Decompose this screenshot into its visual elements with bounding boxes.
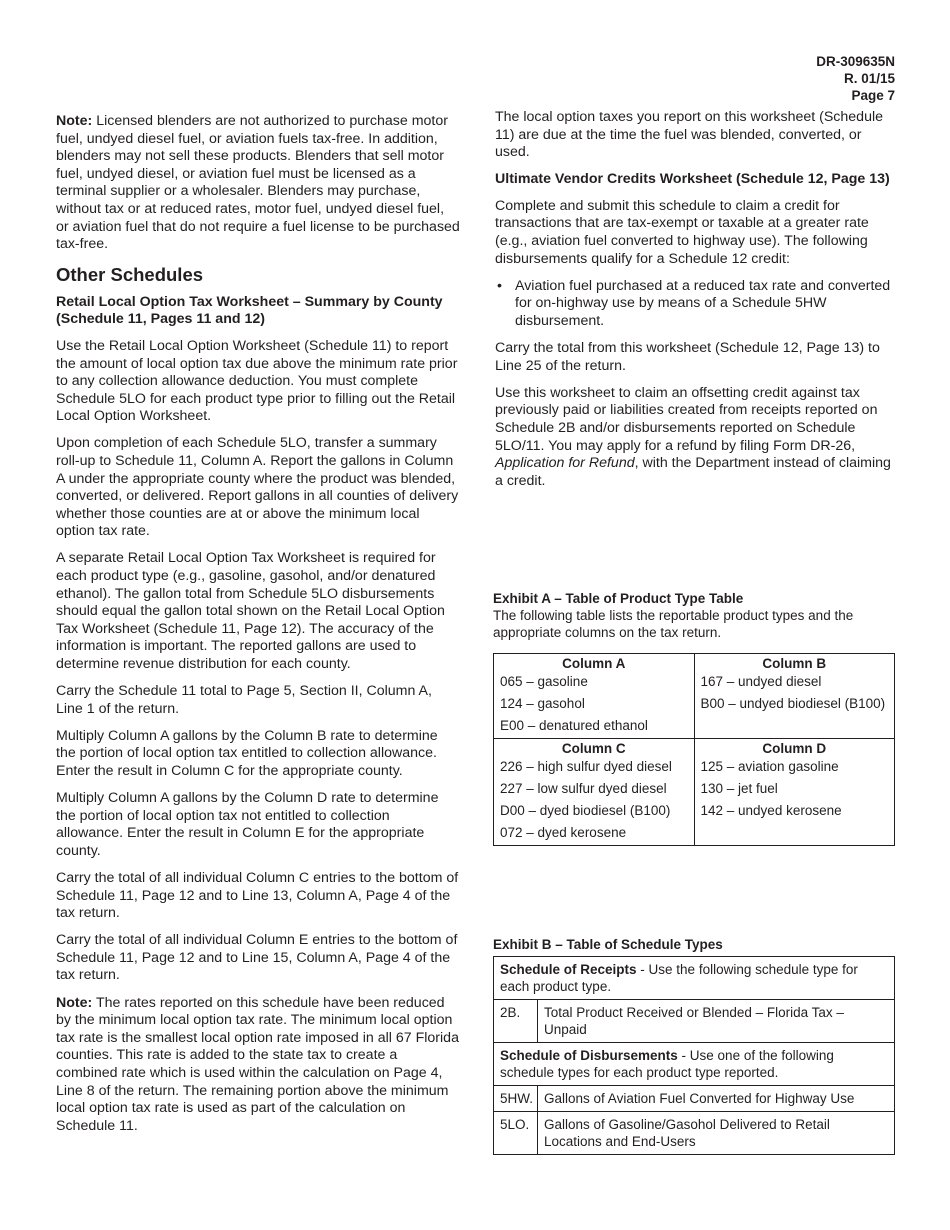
schedule-code: 5LO. bbox=[494, 1112, 538, 1155]
table-row bbox=[494, 694, 895, 716]
bullet-list bbox=[495, 278, 897, 331]
paragraph: Carry the total of all individual Column C entries to the bottom of Schedule 11, Page 12 and to Line 13, Column A, Page 4 of the tax return. bbox=[56, 869, 459, 922]
table-row bbox=[494, 757, 895, 779]
note-blenders: Note: Licensed blenders are not authorized to purchase motor fuel, undyed diesel fuel, or aviation fuels tax-free. In addition, blenders may not sell these products. Blenders that sell motor fuel, undyed diesel, or aviation fuel must be licensed as a terminal supplier or a wholesaler. Blenders may purchase, without tax or at reduced rates, motor fuel, undyed diesel fuel, or aviation fuel that do not require a fuel license to be purchased tax-free. bbox=[56, 113, 460, 253]
product-code: 226 – high sulfur dyed diesel bbox=[500, 759, 672, 774]
ultimate-vendor-credits-heading: Ultimate Vendor Credits Worksheet (Schedule 12, Page 13) bbox=[495, 171, 890, 188]
paragraph: Multiply Column A gallons by the Column B rate to determine the portion of local option tax entitled to collection allowance. Enter the result in Column C for the appropriate county. bbox=[56, 727, 438, 779]
paragraph: Carry the total of all individual Column E entries to the bottom of Schedule 11, Page 12 and to Line 15, Column A, Page 4 of the tax return. bbox=[56, 932, 458, 984]
product-code: 124 – gasohol bbox=[500, 696, 585, 711]
left-column bbox=[56, 113, 460, 1145]
table-row bbox=[494, 1000, 895, 1043]
schedule-types-table bbox=[493, 956, 895, 1155]
exhibit-a bbox=[493, 590, 896, 846]
schedule-description: Gallons of Gasoline/Gasohol Delivered to Retail Locations and End-Users bbox=[538, 1112, 895, 1155]
right-column bbox=[495, 109, 897, 500]
paragraph: Use the Retail Local Option Worksheet (Schedule 11) to report the amount of local option tax due above the minimum rate prior to any collection allowance deduction. You must complete Schedule 5LO for each product type prior to filling out the Retail Local Option Worksheet. bbox=[56, 337, 458, 425]
product-code: B00 – undyed biodiesel (B100) bbox=[700, 696, 886, 711]
table-row bbox=[494, 779, 895, 801]
product-code: 142 – undyed kerosene bbox=[700, 803, 842, 818]
schedule-code: 2B. bbox=[494, 1000, 538, 1043]
table-row bbox=[494, 716, 895, 739]
product-code: 125 – aviation gasoline bbox=[700, 759, 839, 774]
table-row bbox=[494, 957, 895, 1000]
column-b-header: Column B bbox=[694, 654, 895, 673]
table-row bbox=[494, 801, 895, 823]
page-number: Page 7 bbox=[851, 88, 895, 103]
table-row bbox=[494, 1086, 895, 1112]
disbursements-section-cell: Schedule of Disbursements - Use one of the following schedule types for each product type reported. bbox=[494, 1043, 895, 1086]
product-code bbox=[701, 716, 889, 738]
paragraph: Carry the Schedule 11 total to Page 5, Section II, Column A, Line 1 of the return. bbox=[56, 683, 432, 717]
schedule-description: Gallons of Aviation Fuel Converted for Highway Use bbox=[538, 1086, 895, 1112]
table-header-row bbox=[494, 739, 895, 758]
exhibit-b bbox=[493, 936, 896, 1155]
product-code: 227 – low sulfur dyed diesel bbox=[500, 781, 667, 796]
paragraph-refund: Use this worksheet to claim an offsetting credit against tax previously paid or liabilities created from receipts reported on Schedule 2B and/or disbursements reported on Schedule 5LO/11. You may apply for a refund by filing Form DR-26, Application for Refund, with the Department instead of claiming a credit. bbox=[495, 384, 891, 489]
product-code: D00 – dyed biodiesel (B100) bbox=[500, 803, 671, 818]
paragraph: Complete and submit this schedule to claim a credit for transactions that are tax-exempt or taxable at a greater rate (e.g., aviation fuel converted to highway use). The following disbursements qualify for a Schedule 12 credit: bbox=[495, 197, 869, 267]
list-item: • Aviation fuel purchased at a reduced tax rate and converted for on-highway use by means of a Schedule 5HW disbursement. bbox=[495, 278, 897, 331]
paragraph: Upon completion of each Schedule 5LO, transfer a summary roll-up to Schedule 11, Column A. Report the gallons in Column A under the appropriate county where the product was blended, converted, or delivered. Report gallons in all counties of delivery whether those counties are at or above the minimum local option tax rate. bbox=[56, 435, 459, 540]
note-rates: Note: The rates reported on this schedule have been reduced by the minimum local option tax rate. The minimum local option tax rate is the smallest local option rate imposed in all 67 Florida counties. This rate is added to the state tax to create a combined rate which is used within the calculation on Page 4, Line 8 of the return. The remaining portion above the minimum local option tax rate is used as part of the calculation on Schedule 11. bbox=[56, 994, 459, 1134]
schedule-description: Total Product Received or Blended – Florida Tax – Unpaid bbox=[538, 1000, 895, 1043]
form-header bbox=[816, 53, 895, 104]
column-c-header: Column C bbox=[494, 739, 695, 758]
paragraph: Carry the total from this worksheet (Schedule 12, Page 13) to Line 25 of the return. bbox=[495, 340, 880, 374]
revision-date: R. 01/15 bbox=[843, 71, 895, 86]
paragraph: The local option taxes you report on this worksheet (Schedule 11) are due at the time the fuel was blended, converted, or used. bbox=[495, 109, 884, 161]
retail-local-option-heading: Retail Local Option Tax Worksheet – Summary by County (Schedule 11, Pages 11 and 12) bbox=[56, 293, 443, 328]
schedule-code: 5HW. bbox=[494, 1086, 538, 1112]
product-code: 072 – dyed kerosene bbox=[500, 825, 627, 840]
table-row bbox=[494, 1112, 895, 1155]
exhibit-a-title: Exhibit A – Table of Product Type Table bbox=[493, 591, 744, 606]
product-code: E00 – denatured ethanol bbox=[500, 718, 648, 733]
receipts-section-cell: Schedule of Receipts - Use the following schedule type for each product type. bbox=[494, 957, 895, 1000]
exhibit-a-description: The following table lists the reportable product types and the appropriate columns on the tax return. bbox=[493, 608, 854, 640]
table-row bbox=[494, 823, 895, 846]
product-code: 130 – jet fuel bbox=[700, 781, 778, 796]
product-code bbox=[701, 823, 889, 845]
column-a-header: Column A bbox=[494, 654, 695, 673]
form-number: DR-309635N bbox=[816, 54, 895, 69]
column-d-header: Column D bbox=[694, 739, 895, 758]
table-header-row bbox=[494, 654, 895, 673]
product-type-table bbox=[493, 653, 895, 846]
exhibit-b-title: Exhibit B – Table of Schedule Types bbox=[493, 937, 723, 952]
product-code: 167 – undyed diesel bbox=[700, 674, 822, 689]
table-row bbox=[494, 1043, 895, 1086]
product-code: 065 – gasoline bbox=[500, 674, 588, 689]
paragraph: Multiply Column A gallons by the Column D rate to determine the portion of local option tax not entitled to collection allowance. Enter the result in Column E for the appropriate county. bbox=[56, 790, 439, 859]
section-title-other-schedules: Other Schedules bbox=[56, 263, 204, 285]
paragraph: A separate Retail Local Option Tax Worksheet is required for each product type (e.g., gasoline, gasohol, and/or denatured ethanol). The gallon total from Schedule 5LO disbursements should equal the gallon total shown on the Retail Local Option Tax Worksheet (Schedule 11, Page 12). The accuracy of the information is important. The reported gallons are used to determine revenue distribution for each county. bbox=[56, 550, 445, 673]
table-row bbox=[494, 672, 895, 694]
